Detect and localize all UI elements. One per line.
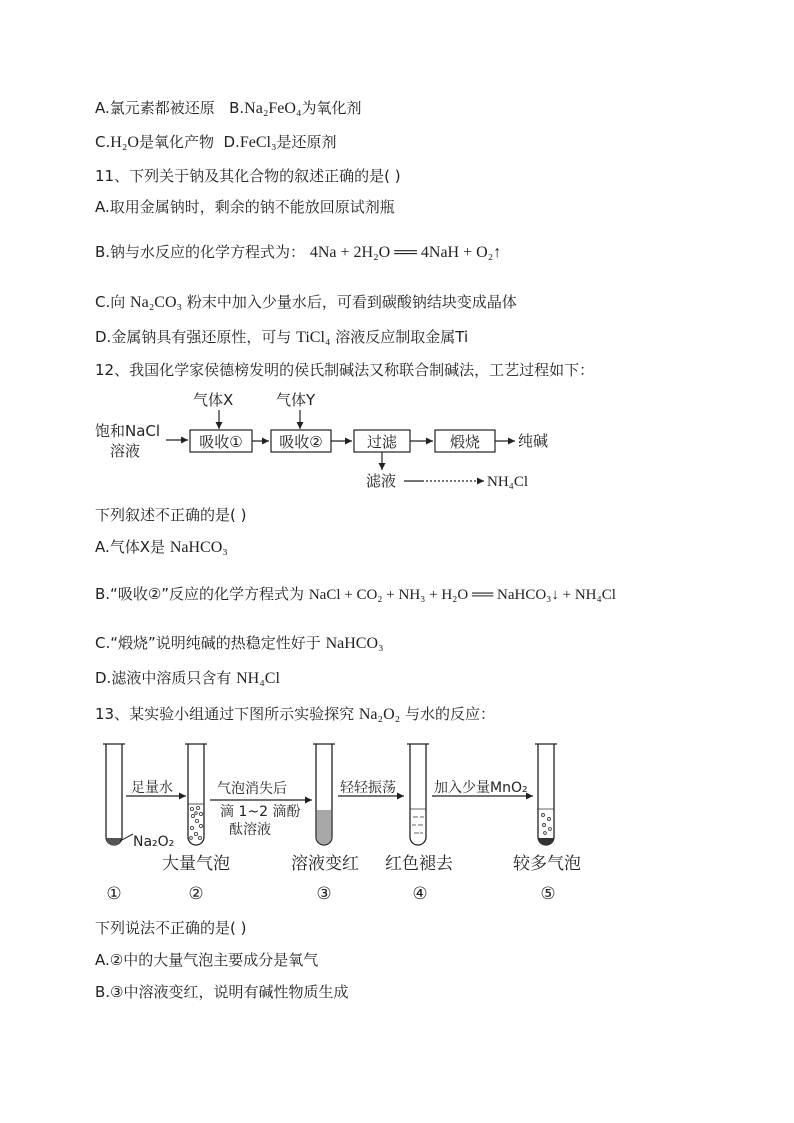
q12-option-a — [95, 537, 228, 558]
tube-4-colorless-solution — [411, 809, 426, 833]
tube-number-4: ④ — [412, 884, 428, 904]
hou-process-flowchart — [95, 391, 548, 490]
q10-option-d-label: D. — [223, 133, 240, 151]
q11-stem: 11、下列关于钠及其化合物的叙述正确的是( ) — [95, 167, 401, 185]
q12-question: 下列叙述不正确的是( ) — [95, 506, 247, 524]
q12-option-b-equation: NaCl + CO₂ + NH₃ + H₂O ══ NaHCO₃↓ + NH₄Cl — [308, 587, 616, 603]
q12-option-c-text: C.“煅烧”说明纯碱的热稳定性好于 — [95, 634, 321, 652]
q12-option-c — [95, 633, 384, 654]
flow-product: 纯碱 — [518, 432, 549, 450]
q11-option-d-text: D.金属钠具有强还原性，可与 — [95, 328, 292, 346]
q12-option-d — [95, 668, 280, 689]
test-tube-1 — [106, 744, 122, 845]
q10-option-c-formula: H₂O — [110, 134, 139, 151]
flow-start-label-1: 饱和NaCl — [95, 422, 161, 440]
step-4-label: 加入少量MnO₂ — [434, 780, 528, 796]
obs-4-label: 红色褪去 — [385, 854, 453, 874]
flow-box-calcine-label: 煅烧 — [449, 433, 481, 451]
q11-option-a: A.取用金属钠时，剩余的钠不能放回原试剂瓶 — [95, 198, 395, 216]
q13-stem-text-2: 与水的反应： — [405, 705, 496, 723]
q12-option-d-text: D.滤液中溶质只含有 — [95, 669, 232, 687]
q10-option-d-text: 是还原剂 — [276, 133, 337, 151]
tube-3-red-solution — [317, 810, 332, 845]
q12-stem: 12、我国化学家侯德榜发明的侯氏制碱法又称联合制碱法，工艺过程如下： — [95, 361, 595, 379]
tube-number-1: ① — [106, 884, 122, 904]
tube-number-2: ② — [188, 884, 204, 904]
step-2-label-2: 滴 1~2 滴酚 — [220, 804, 301, 820]
q12-option-b-text: B.“吸收②”反应的化学方程式为 — [95, 585, 305, 603]
q10-option-d-formula: FeCl₃ — [239, 134, 277, 151]
q11-option-d-formula: TiCl₄ — [296, 329, 331, 346]
tube-5-bubbles — [542, 814, 552, 835]
q13-option-b: B.③中溶液变红，说明有碱性物质生成 — [95, 983, 349, 1001]
na2o2-experiment — [103, 744, 581, 904]
reagent-label: Na₂O₂ — [133, 834, 175, 850]
step-3-label: 轻轻振荡 — [340, 780, 396, 796]
flow-gas-y: 气体Y — [276, 391, 316, 409]
q13-stem-text: 13、某实验小组通过下图所示实验探究 — [95, 705, 355, 723]
q12-option-a-text: A.气体X是 — [95, 538, 166, 556]
q12-option-c-formula: NaHCO₃ — [325, 635, 384, 652]
na2o2-solid — [107, 838, 122, 846]
q13-question: 下列说法不正确的是( ) — [95, 919, 247, 937]
q10-option-c-label: C. — [95, 133, 111, 151]
tube-2-bubbles — [190, 806, 203, 839]
q12-option-a-formula: NaHCO₃ — [169, 539, 228, 556]
flow-gas-x: 气体X — [193, 391, 234, 409]
q11-option-b-text: B.钠与水反应的化学方程式为： — [95, 243, 306, 261]
flow-box-absorb-2-label: 吸收② — [279, 433, 323, 451]
obs-2-label: 大量气泡 — [162, 854, 230, 874]
q11-option-c-formula: Na₂CO₃ — [130, 294, 183, 311]
q13-stem — [95, 704, 495, 725]
flow-filtrate: 滤液 — [366, 472, 397, 490]
q10-option-b-text: 为氧化剂 — [301, 99, 362, 117]
test-tube-4 — [410, 744, 426, 845]
q11-option-c-text: 粉末中加入少量水后，可看到碳酸钠结块变成晶体 — [186, 293, 517, 311]
step-2-label-3: 酞溶液 — [229, 822, 271, 838]
tube-number-3: ③ — [316, 884, 332, 904]
flow-byproduct: NH₄Cl — [487, 474, 529, 490]
step-2-label-1: 气泡消失后 — [217, 781, 287, 797]
q10-option-b-formula: Na₂FeO₄ — [244, 100, 302, 117]
obs-3-label: 溶液变红 — [291, 854, 359, 874]
q10-option-c-text: 是氧化产物 — [138, 133, 214, 151]
tube-number-5: ⑤ — [540, 884, 556, 904]
q13-option-a: A.②中的大量气泡主要成分是氧气 — [95, 951, 319, 969]
q11-option-c-label: C.向 — [95, 293, 126, 311]
q13-stem-formula: Na₂O₂ — [358, 706, 401, 723]
q11-option-d-text-2: 溶液反应制取金属Ti — [335, 328, 469, 346]
test-tube-2 — [188, 744, 204, 845]
flow-start-label-2: 溶液 — [110, 442, 141, 460]
mno2-solid — [539, 838, 554, 846]
step-1-label: 足量水 — [131, 780, 173, 796]
q10-option-b-label: B. — [229, 99, 245, 117]
q12-option-d-formula: NH₄Cl — [236, 670, 280, 687]
flow-box-filter-label: 过滤 — [366, 433, 398, 451]
q10-option-a: A.氯元素都被还原 — [95, 99, 215, 117]
flow-box-absorb-1-label: 吸收① — [199, 433, 243, 451]
q11-option-b-equation: 4Na + 2H₂O ══ 4NaH + O₂↑ — [309, 244, 502, 261]
q12-option-b — [95, 584, 616, 605]
obs-5-label: 较多气泡 — [513, 854, 581, 874]
